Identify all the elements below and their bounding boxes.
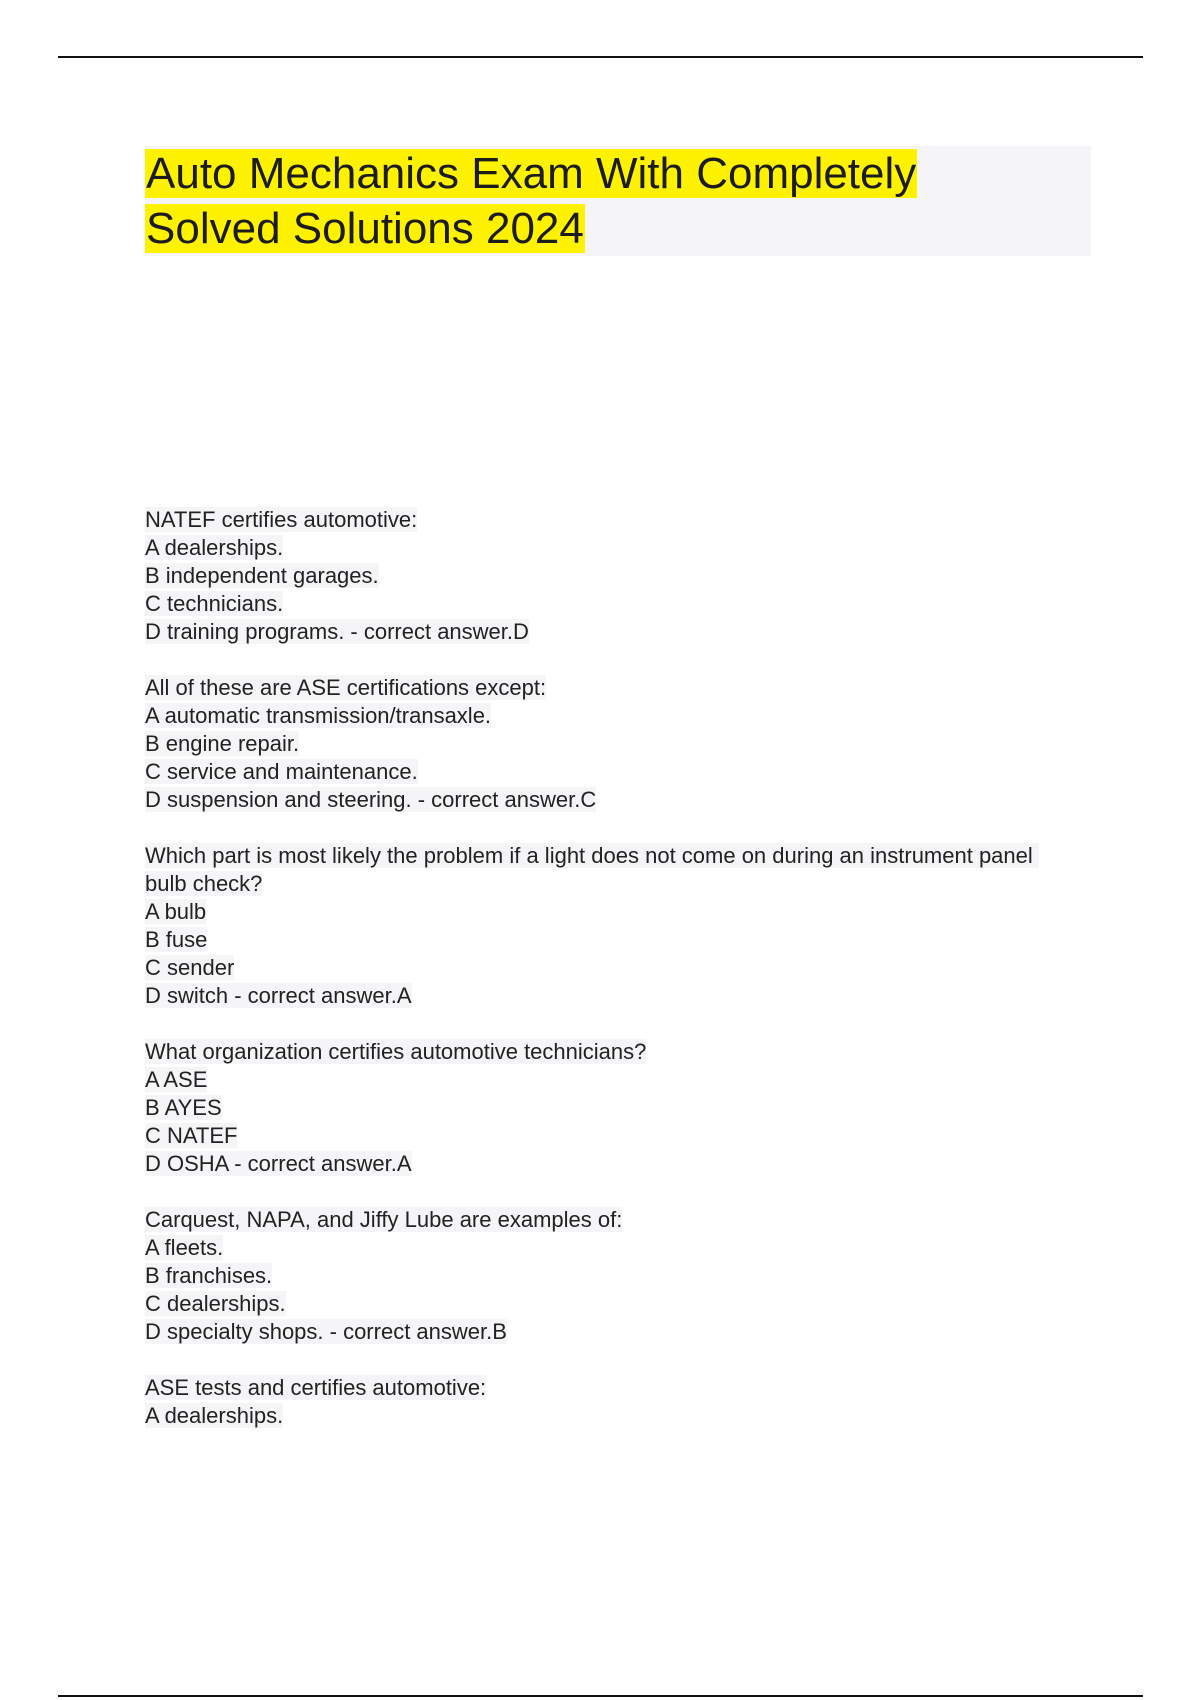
answer-option: C technicians.	[145, 591, 284, 616]
bottom-rule	[58, 1695, 1143, 1697]
question-item	[145, 842, 1095, 1010]
answer-option: C dealerships.	[145, 1291, 286, 1316]
title-line-2: Solved Solutions 2024	[146, 204, 584, 253]
question-item	[145, 1206, 1095, 1346]
answer-option: A automatic transmission/transaxle.	[145, 703, 492, 728]
question-item	[145, 1374, 1095, 1430]
title-line-1: Auto Mechanics Exam With Completely	[146, 149, 917, 198]
answer-option: C sender	[145, 955, 235, 980]
question-list	[145, 506, 1095, 1458]
answer-option: D OSHA - correct answer.A	[145, 1151, 412, 1176]
answer-option: B fuse	[145, 927, 208, 952]
question-item	[145, 674, 1095, 814]
answer-option: A fleets.	[145, 1235, 224, 1260]
question-item	[145, 506, 1095, 646]
answer-option: A ASE	[145, 1067, 208, 1092]
answer-option: D training programs. - correct answer.D	[145, 619, 529, 644]
answer-option: D suspension and steering. - correct answer.C	[145, 787, 597, 812]
question-prompt: ASE tests and certifies automotive:	[145, 1375, 487, 1400]
question-prompt: NATEF certifies automotive:	[145, 507, 418, 532]
answer-option: C NATEF	[145, 1123, 238, 1148]
answer-option: B franchises.	[145, 1263, 273, 1288]
question-item	[145, 1038, 1095, 1178]
answer-option: A dealerships.	[145, 535, 284, 560]
document-title	[145, 146, 1091, 256]
title-block	[145, 146, 1091, 256]
answer-option: B independent garages.	[145, 563, 379, 588]
question-prompt: Carquest, NAPA, and Jiffy Lube are examples of:	[145, 1207, 623, 1232]
answer-option: A bulb	[145, 899, 207, 924]
question-prompt: All of these are ASE certifications except:	[145, 675, 547, 700]
answer-option: B AYES	[145, 1095, 222, 1120]
question-prompt: What organization certifies automotive technicians?	[145, 1039, 647, 1064]
answer-option: A dealerships.	[145, 1403, 284, 1428]
answer-option: D switch - correct answer.A	[145, 983, 412, 1008]
question-prompt: Which part is most likely the problem if a light does not come on during an instrument panel bulb check?	[145, 843, 1039, 896]
answer-option: C service and maintenance.	[145, 759, 418, 784]
top-rule	[58, 56, 1143, 58]
answer-option: D specialty shops. - correct answer.B	[145, 1319, 507, 1344]
answer-option: B engine repair.	[145, 731, 300, 756]
